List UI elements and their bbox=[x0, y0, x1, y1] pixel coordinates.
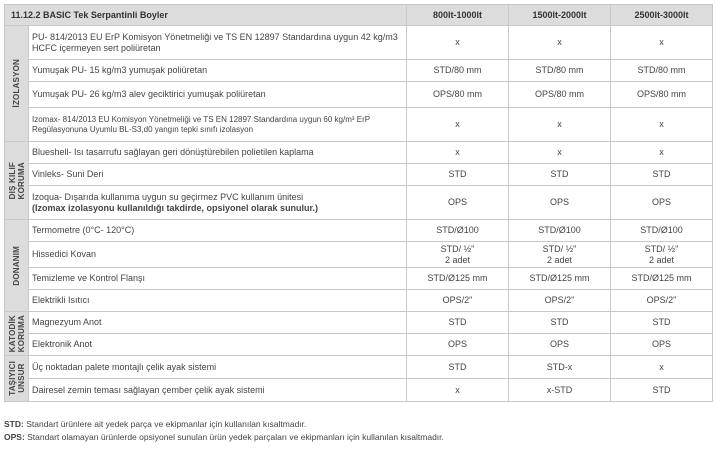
row-value: STD/80 mm bbox=[611, 60, 713, 82]
row-value: STD bbox=[611, 164, 713, 186]
group-label: İZOLASYON bbox=[11, 59, 21, 108]
row-value: OPS/2" bbox=[611, 290, 713, 312]
footnote-term: STD: bbox=[4, 419, 24, 429]
row-value: STD bbox=[611, 312, 713, 334]
row-description: Yumuşak PU- 26 kg/m3 alev geciktirici yumuşak poliüretan bbox=[29, 82, 407, 108]
group-label: DONANIM bbox=[11, 245, 21, 286]
group-label-cell bbox=[5, 312, 29, 356]
table-row bbox=[5, 356, 713, 379]
row-value: x bbox=[407, 379, 509, 402]
row-description: Hissedici Kovan bbox=[29, 242, 407, 268]
row-description: Elektronik Anot bbox=[29, 334, 407, 356]
row-value: x-STD bbox=[509, 379, 611, 402]
row-value: STD/Ø125 mm bbox=[509, 268, 611, 290]
column-header: 1500lt-2000lt bbox=[509, 5, 611, 26]
table-row bbox=[5, 268, 713, 290]
row-description: Üç noktadan palete montajlı çelik ayak sistemi bbox=[29, 356, 407, 379]
row-value: x bbox=[407, 108, 509, 142]
row-value: x bbox=[407, 26, 509, 60]
footnote-term: OPS: bbox=[4, 432, 25, 442]
row-value: STD bbox=[611, 379, 713, 402]
row-description: Izoqua- Dışarıda kullanıma uygun su geçirmez PVC kullanım ünitesi bbox=[32, 192, 304, 203]
row-value: OPS bbox=[611, 334, 713, 356]
row-description: Blueshell- Isı tasarrufu sağlayan geri dönüştürebilen polietilen kaplama bbox=[29, 142, 407, 164]
row-value: STD bbox=[509, 164, 611, 186]
row-value: STD/ ½" 2 adet bbox=[509, 242, 611, 268]
row-value: OPS/80 mm bbox=[509, 82, 611, 108]
row-value: STD/ ½" 2 adet bbox=[407, 242, 509, 268]
table-title: 11.12.2 BASIC Tek Serpantinli Boyler bbox=[5, 5, 407, 26]
row-value: STD-x bbox=[509, 356, 611, 379]
group-label-cell bbox=[5, 356, 29, 402]
row-description: Magnezyum Anot bbox=[29, 312, 407, 334]
row-value: OPS/80 mm bbox=[611, 82, 713, 108]
row-value: STD/80 mm bbox=[407, 60, 509, 82]
row-note: (Izomax izolasyonu kullanıldığı takdirde, opsiyonel olarak sunulur.) bbox=[32, 202, 319, 213]
table-row bbox=[5, 26, 713, 60]
row-description: Vinleks- Suni Deri bbox=[29, 164, 407, 186]
table-row bbox=[5, 220, 713, 242]
table-row bbox=[5, 142, 713, 164]
group-label: DIŞ KILIF KORUMA bbox=[8, 161, 27, 200]
table-row bbox=[5, 334, 713, 356]
row-value: STD/Ø125 mm bbox=[611, 268, 713, 290]
footnote-ops bbox=[4, 431, 444, 444]
specification-table bbox=[4, 4, 713, 402]
row-description: PU- 814/2013 EU ErP Komisyon Yönetmeliği ve TS EN 12897 Standardına uygun 42 kg/m3 HCFC içermeyen sert poliüretan bbox=[29, 26, 407, 60]
row-value: STD/Ø100 bbox=[611, 220, 713, 242]
column-header: 800lt-1000lt bbox=[407, 5, 509, 26]
row-description-cell bbox=[29, 186, 407, 220]
row-value: x bbox=[611, 142, 713, 164]
footnote-text: Standart ürünlere ait yedek parça ve ekipmanlar için kullanılan kısaltmadır. bbox=[23, 419, 307, 429]
row-value: STD/ ½" 2 adet bbox=[611, 242, 713, 268]
table-row bbox=[5, 164, 713, 186]
row-value: OPS bbox=[509, 334, 611, 356]
row-value: OPS bbox=[611, 186, 713, 220]
row-description: Izomax- 814/2013 EU Komisyon Yönetmeliği ve TS EN 12897 Standardına uygun 60 kg/m³ ErP Regülasyonuna Uyumlu BL-S3,d0 yangın tepki sınıfı izolasyon bbox=[29, 108, 407, 142]
row-value: x bbox=[611, 108, 713, 142]
column-header: 2500lt-3000lt bbox=[611, 5, 713, 26]
row-description: Temizleme ve Kontrol Flanşı bbox=[29, 268, 407, 290]
footnote-std bbox=[4, 418, 444, 431]
row-value: x bbox=[509, 142, 611, 164]
footnotes bbox=[4, 418, 444, 444]
row-value: STD bbox=[407, 164, 509, 186]
table-row bbox=[5, 290, 713, 312]
group-label-cell bbox=[5, 220, 29, 312]
footnote-text: Standart olamayan ürünlerde opsiyonel sunulan ürün yedek parçaları ve ekipmanları için kullanılan kısaltmadır. bbox=[24, 432, 444, 442]
table-row bbox=[5, 82, 713, 108]
table-row bbox=[5, 312, 713, 334]
group-label-cell bbox=[5, 26, 29, 142]
row-value: OPS bbox=[407, 186, 509, 220]
row-value: OPS bbox=[509, 186, 611, 220]
table-row bbox=[5, 108, 713, 142]
group-label-cell bbox=[5, 142, 29, 220]
group-label: TAŞIYICI UNSUR bbox=[8, 361, 27, 396]
row-value: STD bbox=[407, 356, 509, 379]
row-value: STD/Ø100 bbox=[509, 220, 611, 242]
row-value: STD/Ø125 mm bbox=[407, 268, 509, 290]
row-value: STD bbox=[407, 312, 509, 334]
row-description: Termometre (0°C- 120°C) bbox=[29, 220, 407, 242]
row-description: Dairesel zemin teması sağlayan çember çelik ayak sistemi bbox=[29, 379, 407, 402]
row-description: Elektrikli Isıtıcı bbox=[29, 290, 407, 312]
row-value: x bbox=[611, 356, 713, 379]
row-value: OPS bbox=[407, 334, 509, 356]
row-value: STD/80 mm bbox=[509, 60, 611, 82]
table-header-row bbox=[5, 5, 713, 26]
row-description: Yumuşak PU- 15 kg/m3 yumuşak poliüretan bbox=[29, 60, 407, 82]
row-value: x bbox=[509, 108, 611, 142]
row-value: STD/Ø100 bbox=[407, 220, 509, 242]
row-value: x bbox=[407, 142, 509, 164]
row-value: STD bbox=[509, 312, 611, 334]
row-value: OPS/2" bbox=[407, 290, 509, 312]
row-value: OPS/80 mm bbox=[407, 82, 509, 108]
table-row bbox=[5, 379, 713, 402]
table-row bbox=[5, 186, 713, 220]
row-value: x bbox=[509, 26, 611, 60]
row-value: OPS/2" bbox=[509, 290, 611, 312]
group-label: KATODİK KORUMA bbox=[8, 314, 27, 353]
row-value: x bbox=[611, 26, 713, 60]
table-row bbox=[5, 242, 713, 268]
table-row bbox=[5, 60, 713, 82]
